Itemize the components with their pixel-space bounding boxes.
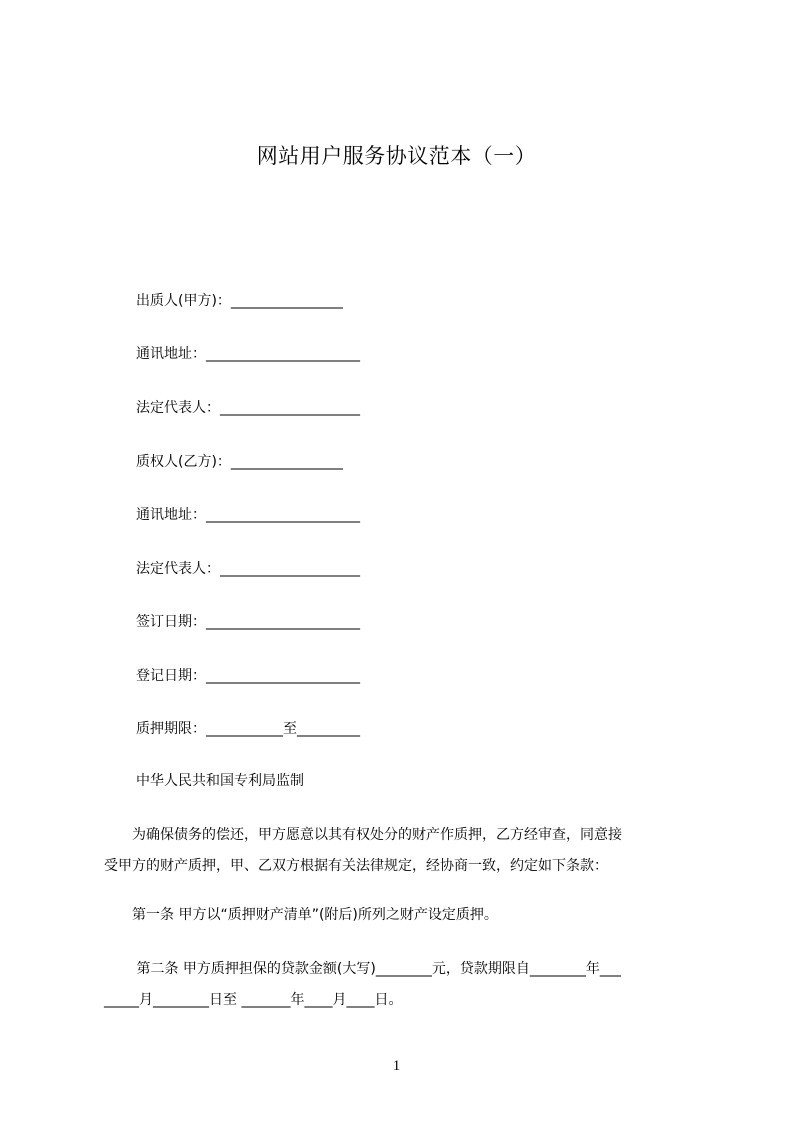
document-title: 网站用户服务协议范本（一） xyxy=(256,144,537,168)
article-2-line-1: 第二条 甲方质押担保的贷款金额(大写)________元，贷款期限自________年___ xyxy=(104,961,621,977)
supervisor-line: 中华人民共和国专利局监制 xyxy=(136,773,304,789)
pledgee-field: 质权人(乙方)：________________ xyxy=(136,454,343,470)
pledgor-legal-rep-field: 法定代表人：____________________ xyxy=(136,400,360,416)
pledgee-address-field: 通讯地址：______________________ xyxy=(136,507,360,523)
intro-paragraph xyxy=(104,825,704,887)
pledgor-field: 出质人(甲方)：________________ xyxy=(136,293,343,309)
intro-line-2: 受甲方的财产质押，甲、乙双方根据有关法律规定，经协商一致，约定如下条款： xyxy=(104,858,608,874)
intro-line-1: 为确保债务的偿还，甲方愿意以其有权处分的财产作质押，乙方经审查，同意接 xyxy=(104,827,622,843)
pledge-term-field: 质押期限：___________至_________ xyxy=(136,721,360,737)
page-number: 1 xyxy=(392,1058,401,1074)
register-date-field: 登记日期：______________________ xyxy=(136,668,360,684)
article-2-line-2: _____月________日至 _______年____月____日。 xyxy=(104,992,403,1008)
sign-date-field: 签订日期：______________________ xyxy=(136,614,360,630)
article-2 xyxy=(104,959,704,1021)
article-1: 第一条 甲方以“质押财产清单”(附后)所列之财产设定质押。 xyxy=(104,907,498,923)
pledgee-legal-rep-field: 法定代表人：____________________ xyxy=(136,561,360,577)
pledgor-address-field: 通讯地址：______________________ xyxy=(136,346,360,362)
